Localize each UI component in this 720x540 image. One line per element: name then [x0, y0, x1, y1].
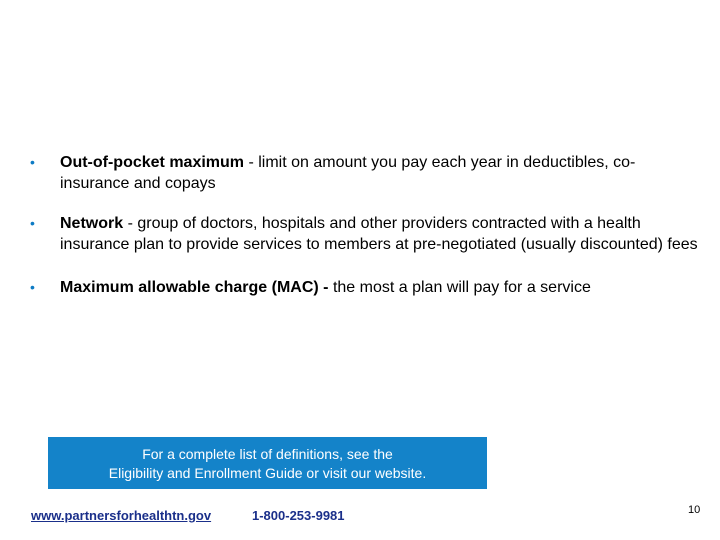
term-separator: -	[244, 154, 259, 171]
term-separator: -	[123, 215, 138, 232]
list-item	[30, 152, 700, 194]
phone-number: 1-800-253-9981	[252, 508, 345, 523]
website-link[interactable]: www.partnersforhealthtn.gov	[31, 508, 212, 523]
term-definition: limit on amount you pay each year in deductibles, co-insurance and copays	[60, 154, 636, 192]
page-number: 10	[688, 504, 701, 516]
callout-line-2: Eligibility and Enrollment Guide or visit our website.	[108, 465, 427, 481]
term-definition: group of doctors, hospitals and other providers contracted with a health insurance plan to provide services to members at pre-negotiated (usually discounted) fees	[60, 215, 698, 253]
callout-line-1: For a complete list of definitions, see the	[142, 446, 393, 462]
definitions-list	[30, 152, 700, 317]
list-item	[30, 213, 700, 255]
term-definition: the most a plan will pay for a service	[332, 279, 591, 296]
term-label: Maximum allowable charge (MAC) -	[60, 279, 329, 296]
bullet-icon: •	[30, 154, 35, 170]
list-item	[30, 277, 700, 298]
bullet-icon: •	[30, 279, 35, 295]
term-label: Out-of-pocket maximum	[60, 154, 245, 171]
term-label: Network	[60, 215, 124, 232]
definitions-callout	[48, 437, 487, 489]
bullet-icon: •	[30, 215, 35, 231]
